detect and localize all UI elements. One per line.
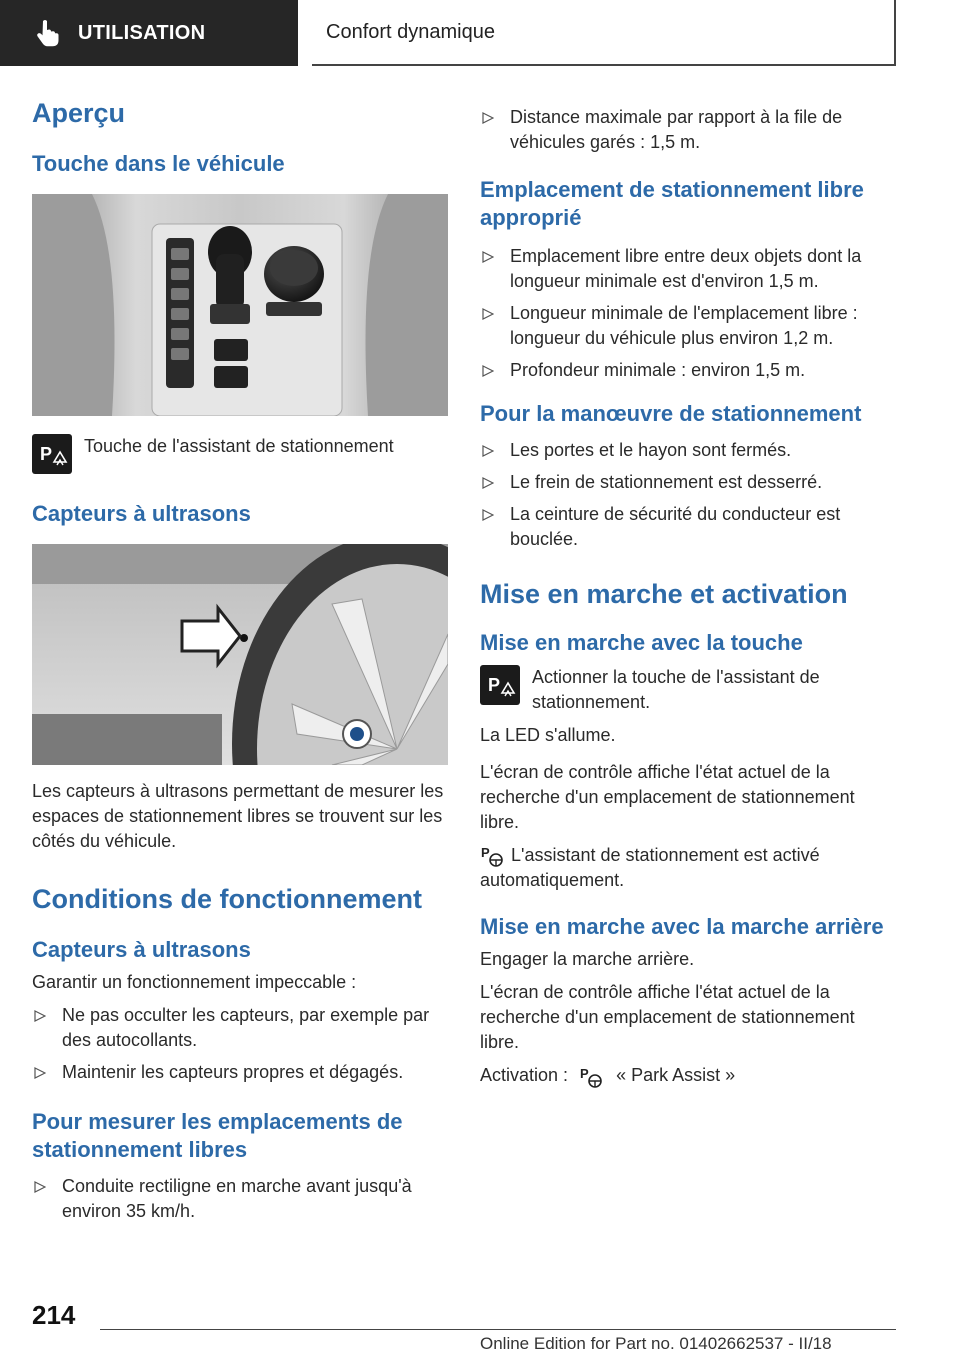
list-item: La ceinture de sécurité du conducteur est bouclée. bbox=[480, 502, 896, 552]
footer-divider bbox=[100, 1329, 896, 1330]
heading-emplacement: Emplacement de stationnement libre approprié bbox=[480, 177, 864, 230]
touche-caption-row bbox=[32, 434, 448, 474]
list-item: Emplacement libre entre deux objets dont la longueur minimale est d'environ 1,5 m. bbox=[480, 244, 896, 294]
section-title: UTILISATION bbox=[78, 21, 206, 44]
touche-text: Actionner la touche de l'assistant de stationnement. bbox=[532, 667, 820, 712]
list-item: Maintenir les capteurs propres et dégagés. bbox=[32, 1060, 448, 1085]
section-tab bbox=[0, 0, 298, 66]
ecran-text-1: L'écran de contrôle affiche l'état actuel de la recherche d'un emplacement de stationnement libre. bbox=[480, 762, 855, 832]
list-item: Conduite rectiligne en marche avant jusqu'à environ 35 km/h. bbox=[32, 1174, 448, 1224]
steering-park-icon bbox=[480, 844, 506, 868]
heading-capteurs: Capteurs à ultrasons bbox=[32, 501, 251, 526]
heading-avec-marche-arriere: Mise en marche avec la marche arrière bbox=[480, 914, 884, 940]
triangle-bullet-icon bbox=[482, 445, 494, 457]
triangle-bullet-icon bbox=[482, 477, 494, 489]
park-assist-button-icon bbox=[480, 665, 520, 705]
heading-mise-en-marche: Mise en marche et activation bbox=[480, 579, 848, 609]
engager-text: Engager la marche arrière. bbox=[480, 949, 695, 970]
triangle-bullet-icon bbox=[482, 251, 494, 263]
touche-row bbox=[480, 665, 896, 715]
capteurs-bullet-list bbox=[32, 1003, 448, 1085]
activation-label: Activation : bbox=[480, 1065, 569, 1086]
steering-park-icon bbox=[577, 1065, 607, 1089]
list-item: Le frein de stationnement est desserré. bbox=[480, 470, 896, 495]
mesurer-bullet-list bbox=[32, 1174, 448, 1224]
right-column bbox=[480, 105, 896, 1089]
distance-bullet-list bbox=[480, 105, 896, 155]
capteurs-text: Les capteurs à ultrasons permettant de mesurer les espaces de stationnement libres se trouvent sur les côtés du véhicule. bbox=[32, 781, 444, 851]
triangle-bullet-icon bbox=[482, 509, 494, 521]
svg-text:P: P bbox=[488, 675, 501, 695]
triangle-bullet-icon bbox=[482, 308, 494, 320]
svg-text:P: P bbox=[580, 1065, 589, 1081]
triangle-bullet-icon bbox=[482, 365, 494, 377]
pointing-hand-icon bbox=[36, 19, 60, 47]
list-item: Longueur minimale de l'emplacement libre : longueur du véhicule plus environ 1,2 m. bbox=[480, 301, 896, 351]
console-photo bbox=[32, 194, 448, 416]
touche-caption: Touche de l'assistant de stationnement bbox=[84, 436, 394, 456]
heading-capteurs-2: Capteurs à ultrasons bbox=[32, 937, 251, 962]
heading-conditions: Conditions de fonctionnement bbox=[32, 884, 422, 914]
list-item: Ne pas occulter les capteurs, par exemple par des autocollants. bbox=[32, 1003, 448, 1053]
chapter-tab bbox=[312, 0, 896, 66]
heading-apercu: Aperçu bbox=[32, 98, 126, 128]
left-column bbox=[32, 96, 448, 1231]
edition-text: Online Edition for Part no. 01402662537 - II/18 bbox=[480, 1334, 832, 1353]
activation-row bbox=[480, 1063, 896, 1088]
led-text: La LED s'allume. bbox=[480, 725, 616, 745]
garantir-text: Garantir un fonctionnement impeccable : bbox=[32, 972, 357, 992]
chapter-title: Confort dynamique bbox=[326, 20, 495, 43]
auto-text: P L'assistant de stationnement est activé automatiquement. bbox=[480, 845, 820, 891]
triangle-bullet-icon bbox=[34, 1010, 46, 1022]
park-assist-button-icon bbox=[32, 434, 72, 474]
activation-value: « Park Assist » bbox=[616, 1065, 736, 1086]
heading-manoeuvre: Pour la manœuvre de stationnement bbox=[480, 401, 862, 426]
list-item: Distance maximale par rapport à la file de véhicules garés : 1,5 m. bbox=[480, 105, 896, 155]
manoeuvre-bullet-list bbox=[480, 438, 896, 552]
ultrasonic-sensor-photo bbox=[32, 544, 448, 765]
heading-touche-vehicule: Touche dans le véhicule bbox=[32, 151, 285, 176]
ecran-text-2: L'écran de contrôle affiche l'état actuel de la recherche d'un emplacement de stationnement libre. bbox=[480, 982, 855, 1053]
heading-avec-touche: Mise en marche avec la touche bbox=[480, 630, 803, 655]
triangle-bullet-icon bbox=[34, 1067, 46, 1079]
triangle-bullet-icon bbox=[34, 1181, 46, 1193]
triangle-bullet-icon bbox=[482, 112, 494, 124]
list-item: Profondeur minimale : environ 1,5 m. bbox=[480, 358, 896, 383]
page-header bbox=[0, 0, 960, 66]
heading-mesurer: Pour mesurer les emplacements de stationnement libres bbox=[32, 1109, 403, 1162]
emplacement-bullet-list bbox=[480, 244, 896, 383]
page-number: 214 bbox=[32, 1300, 76, 1330]
svg-text:P: P bbox=[481, 845, 490, 861]
svg-text:P: P bbox=[40, 444, 53, 464]
list-item: Les portes et le hayon sont fermés. bbox=[480, 438, 896, 463]
